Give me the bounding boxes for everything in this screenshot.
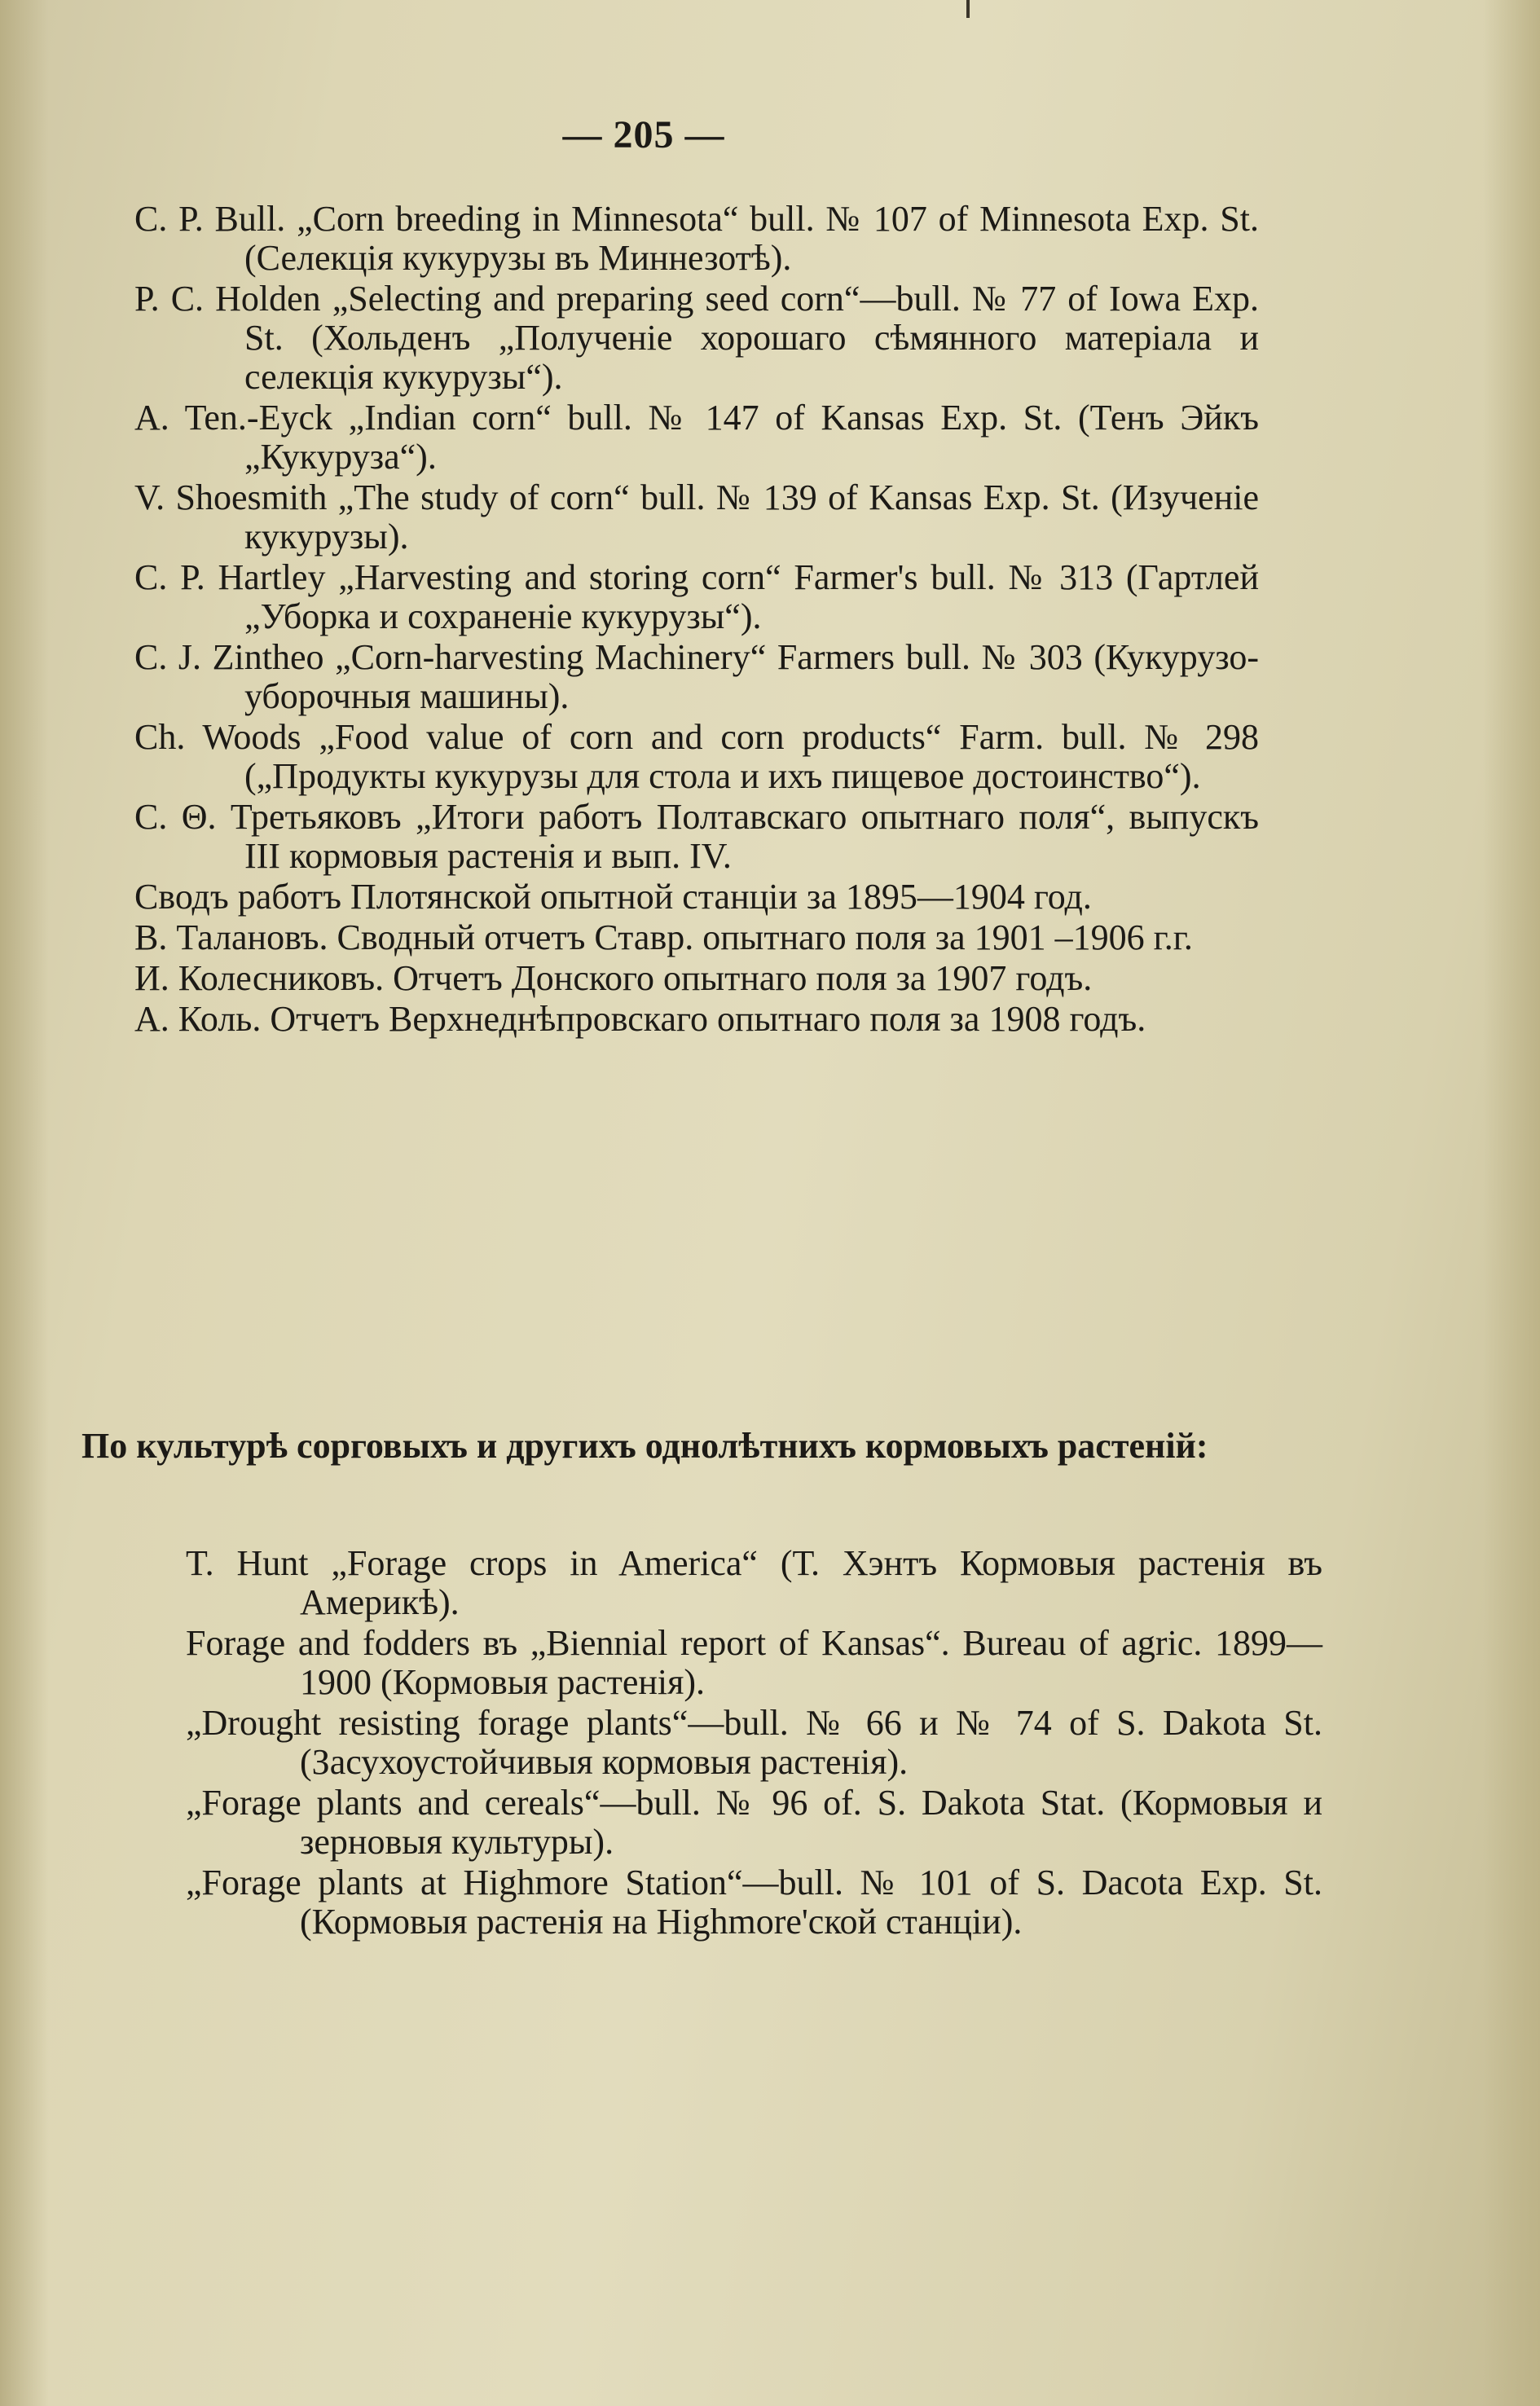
reference-entry: И. Колесниковъ. Отчетъ Донского опытнаго поля за 1907 годъ. [134,958,1093,998]
page-edge-shadow-left [0,0,49,2406]
reference-entry: „Forage plants at Highmore Station“—bull. № 101 of S. Dacota Exp. St. (Кормовыя растенія на Highmore'ской станціи). [186,1863,1322,1942]
reference-entry: C. P. Hartley „Harvesting and storing corn“ Farmer's bull. № 313 (Гартлей „Уборка и сохраненіе кукурузы“). [134,557,1259,636]
reference-entry: T. Hunt „Forage crops in America“ (Т. Хэнтъ Кормовыя растенія въ Америкѣ). [186,1543,1322,1622]
reference-list-forage [186,1544,1322,1943]
reference-entry: Ch. Woods „Food value of corn and corn products“ Farm. bull. № 298 („Продукты кукурузы для стола и ихъ пищевое достоинство“). [134,717,1259,796]
reference-entry: С. P. Bull. „Corn breeding in Minnesota“ bull. № 107 of Minnesota Exp. St. (Селекція кукурузы въ Миннезотѣ). [134,199,1259,278]
reference-entry: С. Θ. Третьяковъ „Итоги работъ Полтавскаго опытнаго поля“, выпускъ III кормовыя растенія и вып. IV. [134,797,1259,876]
section-heading-sorghum: По культурѣ сорговыхъ и другихъ однолѣтнихъ кормовыхъ растеній: [81,1426,1208,1466]
reference-list-corn [134,200,1259,1040]
reference-entry: В. Талановъ. Сводный отчетъ Ставр. опытнаго поля за 1901 –1906 г.г. [134,917,1193,957]
reference-entry: V. Shoesmith „The study of corn“ bull. № 139 of Kansas Exp. St. (Изученіе кукурузы). [134,477,1259,556]
reference-entry: C. J. Zintheo „Corn-harvesting Machinery“ Farmers bull. № 303 (Кукурузо-уборочныя машины). [134,637,1259,716]
page-edge-shadow-right [1483,0,1540,2406]
page-top-mark [966,0,970,18]
reference-entry: A. Ten.-Eyck „Indian corn“ bull. № 147 of Kansas Exp. St. (Тенъ Эйкъ „Кукуруза“). [134,398,1259,477]
reference-entry: А. Коль. Отчетъ Верхнеднѣпровскаго опытнаго поля за 1908 годъ. [134,999,1146,1039]
reference-entry: „Forage plants and cereals“—bull. № 96 of. S. Dakota Stat. (Кормовыя и зерновыя культуры). [186,1783,1322,1862]
reference-entry: P. C. Holden „Selecting and preparing seed corn“—bull. № 77 of Iowa Exp. St. (Хольденъ „Полученіе хорошаго сѣмянного матеріала и селекція кукурузы“). [134,279,1259,397]
reference-entry: Forage and fodders въ „Biennial report of Kansas“. Bureau of agric. 1899—1900 (Кормовыя растенія). [186,1623,1322,1702]
reference-entry: Сводъ работъ Плотянской опытной станціи за 1895—1904 год. [134,877,1092,917]
page-number: — 205 — [562,113,725,156]
reference-entry: „Drought resisting forage plants“—bull. № 66 и № 74 of S. Dakota St. (Засухоустойчивыя кормовыя растенія). [186,1703,1322,1782]
